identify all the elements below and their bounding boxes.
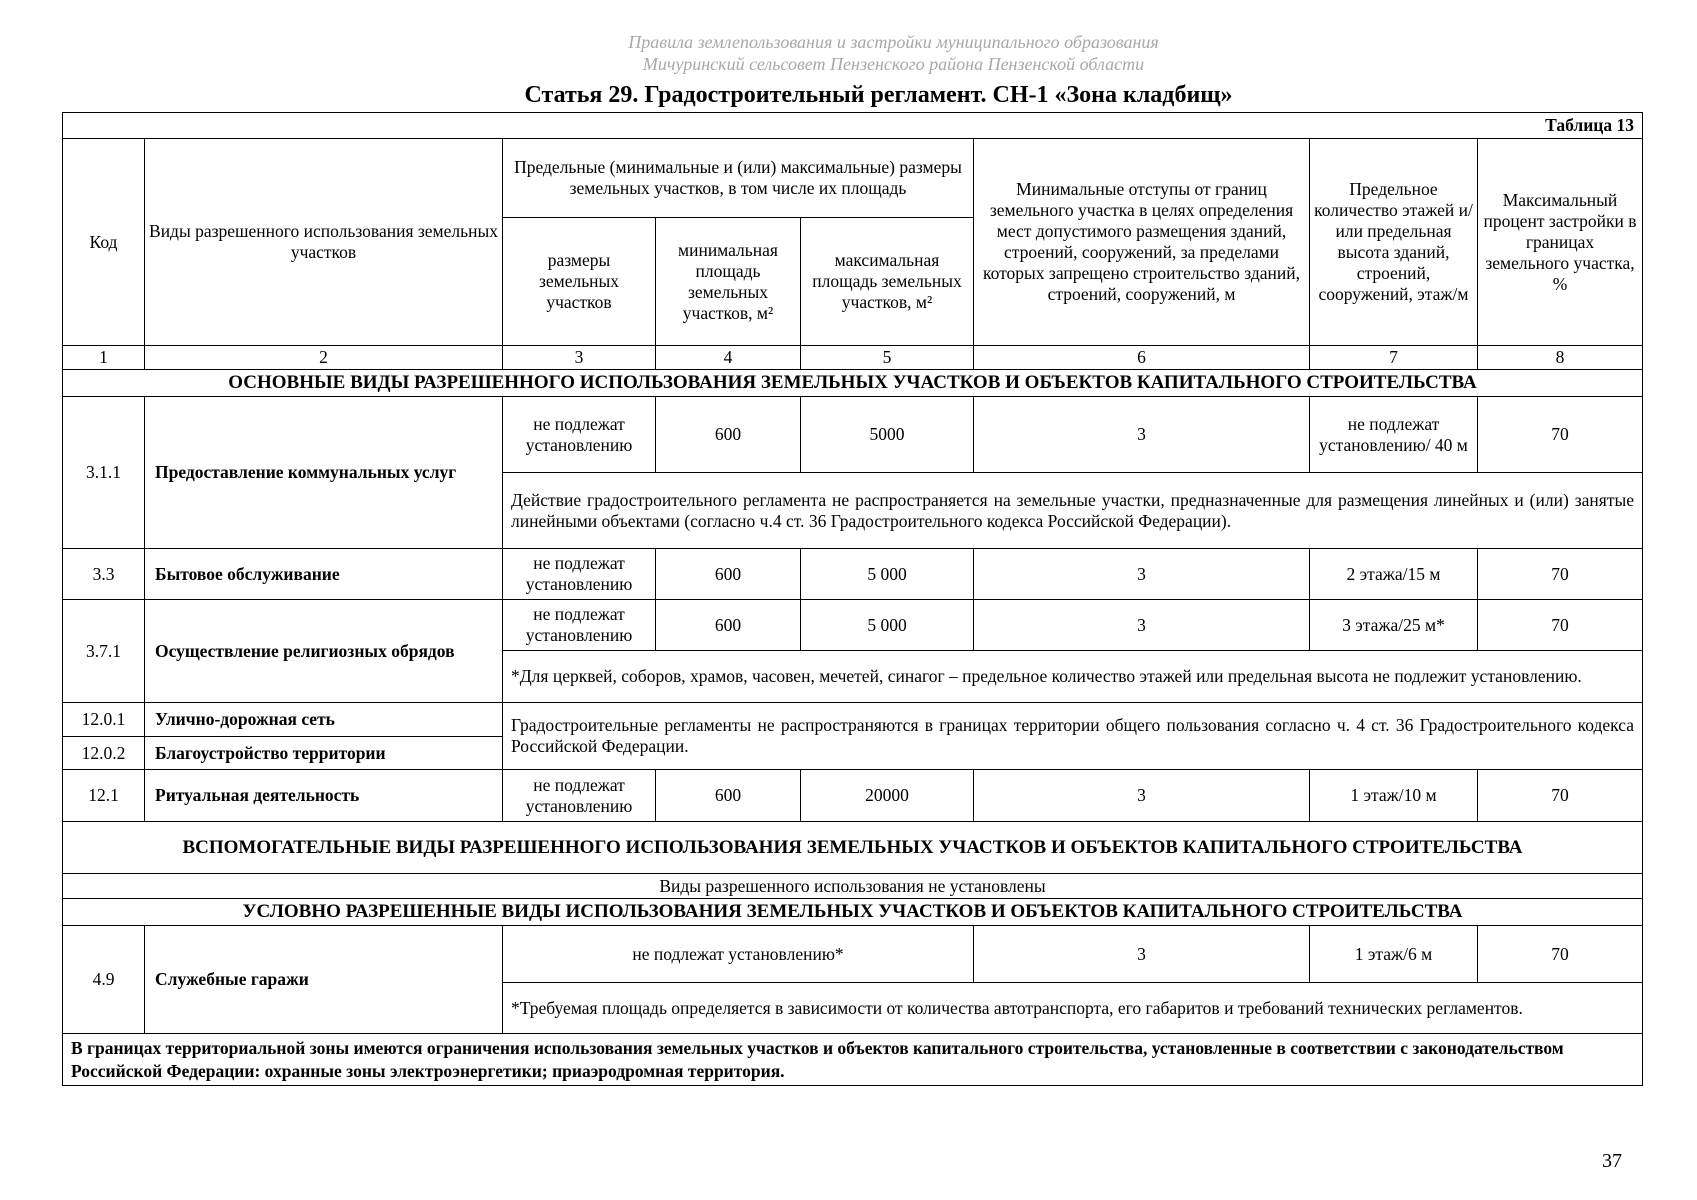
row-note: *Для церквей, соборов, храмов, часовен, мечетей, синагог – предельное количество этажей или предельная высота не подлежит установлению. bbox=[503, 651, 1643, 703]
row-setback: 3 bbox=[974, 549, 1310, 600]
row-floors: 1 этаж/6 м bbox=[1310, 926, 1478, 983]
auxiliary-uses-note: Виды разрешенного использования не установлены bbox=[63, 874, 1643, 899]
row-sizes: не подлежат установлению bbox=[503, 549, 656, 600]
row-use-name: Ритуальная деятельность bbox=[145, 770, 503, 822]
regulation-table bbox=[62, 112, 1643, 1086]
table-row bbox=[63, 600, 1643, 651]
page-number: 37 bbox=[1602, 1150, 1622, 1172]
row-use-name: Благоустройство территории bbox=[145, 737, 503, 770]
row-note: Действие градостроительного регламента не распространяется на земельные участки, предназначенные для размещения линейных и (или) занятые линейными объектами (согласно ч.4 ст. 36 Градостроительного кодекса Российской Федерации). bbox=[503, 473, 1643, 549]
table-row bbox=[63, 770, 1643, 822]
row-code: 12.0.1 bbox=[63, 703, 145, 737]
row-sizes: не подлежат установлению bbox=[503, 600, 656, 651]
document-header-line-2: Мичуринский сельсовет Пензенского района Пензенской области bbox=[642, 54, 1145, 74]
row-min-area: 600 bbox=[656, 600, 801, 651]
section-auxiliary-uses: ВСПОМОГАТЕЛЬНЫЕ ВИДЫ РАЗРЕШЕННОГО ИСПОЛЬЗОВАНИЯ ЗЕМЕЛЬНЫХ УЧАСТКОВ И ОБЪЕКТОВ КАПИТАЛЬНОГО СТРОИТЕЛЬСТВА bbox=[63, 822, 1643, 874]
row-code: 12.0.2 bbox=[63, 737, 145, 770]
column-number: 8 bbox=[1478, 346, 1643, 370]
row-setback: 3 bbox=[974, 397, 1310, 473]
row-use-name: Служебные гаражи bbox=[145, 926, 503, 1034]
row-use-name: Бытовое обслуживание bbox=[145, 549, 503, 600]
article-title: Статья 29. Градостроительный регламент. СН-1 «Зона кладбищ» bbox=[524, 82, 1233, 108]
row-sizes: не подлежат установлению* bbox=[503, 926, 974, 983]
column-number: 5 bbox=[801, 346, 974, 370]
row-coverage: 70 bbox=[1478, 549, 1643, 600]
row-min-area: 600 bbox=[656, 549, 801, 600]
row-use-name: Осуществление религиозных обрядов bbox=[145, 600, 503, 703]
row-coverage: 70 bbox=[1478, 600, 1643, 651]
row-setback: 3 bbox=[974, 770, 1310, 822]
row-coverage: 70 bbox=[1478, 397, 1643, 473]
table-caption: Таблица 13 bbox=[63, 113, 1643, 139]
row-use-name: Предоставление коммунальных услуг bbox=[145, 397, 503, 549]
column-number: 7 bbox=[1310, 346, 1478, 370]
public-territory-note: Градостроительные регламенты не распространяются в границах территории общего пользования согласно ч. 4 ст. 36 Градостроительного кодекса Российской Федерации. bbox=[503, 703, 1643, 770]
row-code: 3.1.1 bbox=[63, 397, 145, 549]
row-sizes: не подлежат установлению bbox=[503, 770, 656, 822]
header-code: Код bbox=[63, 139, 145, 346]
row-floors: не подлежат установлению/ 40 м bbox=[1310, 397, 1478, 473]
row-code: 4.9 bbox=[63, 926, 145, 1034]
table-row bbox=[63, 397, 1643, 473]
header-limits-group: Предельные (минимальные и (или) максимальные) размеры земельных участков, в том числе их площадь bbox=[503, 139, 974, 218]
row-floors: 2 этажа/15 м bbox=[1310, 549, 1478, 600]
row-min-area: 600 bbox=[656, 397, 801, 473]
table-row bbox=[63, 926, 1643, 983]
row-code: 12.1 bbox=[63, 770, 145, 822]
row-setback: 3 bbox=[974, 926, 1310, 983]
column-number: 1 bbox=[63, 346, 145, 370]
header-sizes: размеры земельных участков bbox=[503, 218, 656, 346]
column-number: 3 bbox=[503, 346, 656, 370]
row-min-area: 600 bbox=[656, 770, 801, 822]
column-number: 4 bbox=[656, 346, 801, 370]
row-code: 3.7.1 bbox=[63, 600, 145, 703]
row-max-area: 20000 bbox=[801, 770, 974, 822]
section-main-uses: ОСНОВНЫЕ ВИДЫ РАЗРЕШЕННОГО ИСПОЛЬЗОВАНИЯ ЗЕМЕЛЬНЫХ УЧАСТКОВ И ОБЪЕКТОВ КАПИТАЛЬНОГО СТРОИТЕЛЬСТВА bbox=[63, 370, 1643, 397]
row-floors: 1 этаж/10 м bbox=[1310, 770, 1478, 822]
header-min-area: минимальная площадь земельных участков, м² bbox=[656, 218, 801, 346]
table-row bbox=[63, 703, 1643, 737]
row-use-name: Улично-дорожная сеть bbox=[145, 703, 503, 737]
header-use-type: Виды разрешенного использования земельных участков bbox=[145, 139, 503, 346]
header-coverage: Максимальный процент застройки в границах земельного участка, % bbox=[1478, 139, 1643, 346]
section-conditional-uses: УСЛОВНО РАЗРЕШЕННЫЕ ВИДЫ ИСПОЛЬЗОВАНИЯ ЗЕМЕЛЬНЫХ УЧАСТКОВ И ОБЪЕКТОВ КАПИТАЛЬНОГО СТРОИТЕЛЬСТВА bbox=[63, 899, 1643, 926]
column-number: 6 bbox=[974, 346, 1310, 370]
row-code: 3.3 bbox=[63, 549, 145, 600]
column-number-row bbox=[63, 346, 1643, 370]
row-floors: 3 этажа/25 м* bbox=[1310, 600, 1478, 651]
header-max-area: максимальная площадь земельных участков, м² bbox=[801, 218, 974, 346]
row-max-area: 5000 bbox=[801, 397, 974, 473]
zone-restrictions-note: В границах территориальной зоны имеются ограничения использования земельных участков и объектов капитального строительства, установленные в соответствии с законодательством Российской Федерации: охранные зоны электроэнергетики; приаэродромная территория. bbox=[63, 1034, 1643, 1086]
header-setbacks: Минимальные отступы от границ земельного участка в целях определения мест допустимого размещения зданий, строений, сооружений, за пределами которых запрещено строительство зданий, строений, сооружений, м bbox=[974, 139, 1310, 346]
row-sizes: не подлежат установлению bbox=[503, 397, 656, 473]
row-note: *Требуемая площадь определяется в зависимости от количества автотранспорта, его габаритов и требований технических регламентов. bbox=[503, 983, 1643, 1034]
column-number: 2 bbox=[145, 346, 503, 370]
row-setback: 3 bbox=[974, 600, 1310, 651]
row-max-area: 5 000 bbox=[801, 549, 974, 600]
row-max-area: 5 000 bbox=[801, 600, 974, 651]
table-row bbox=[63, 549, 1643, 600]
row-coverage: 70 bbox=[1478, 770, 1643, 822]
document-header-line-1: Правила землепользования и застройки муниципального образования bbox=[628, 32, 1159, 52]
row-coverage: 70 bbox=[1478, 926, 1643, 983]
header-floors: Предельное количество этажей и/или предельная высота зданий, строений, сооружений, этаж/м bbox=[1310, 139, 1478, 346]
